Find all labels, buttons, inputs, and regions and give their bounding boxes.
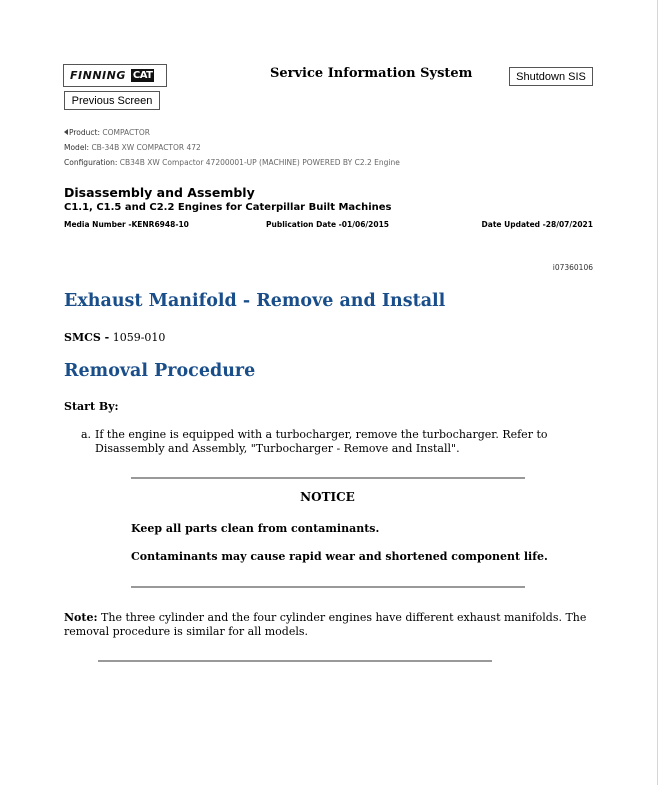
notice-title: NOTICE bbox=[300, 490, 355, 504]
step-text: If the engine is equipped with a turbocharger, remove the turbocharger. Refer to Disassembly and Assembly, "Turbocharger - Remove and Install". bbox=[95, 428, 548, 455]
product-label: Product: bbox=[69, 128, 101, 137]
document-type: Disassembly and Assembly bbox=[64, 185, 255, 200]
note-paragraph bbox=[64, 611, 599, 639]
notice-line-1: Keep all parts clean from contaminants. bbox=[131, 522, 380, 535]
product-value: COMPACTOR bbox=[102, 128, 150, 137]
smcs-label: SMCS - bbox=[64, 331, 110, 344]
date-updated: Date Updated -28/07/2021 bbox=[481, 220, 593, 229]
illustration-id: i07360106 bbox=[552, 263, 593, 272]
back-arrow-icon[interactable] bbox=[64, 129, 68, 135]
note-text: The three cylinder and the four cylinder engines have different exhaust manifolds. The removal procedure is similar for all models. bbox=[64, 611, 587, 638]
shutdown-sis-button[interactable]: Shutdown SIS bbox=[509, 67, 593, 86]
finning-cat-logo bbox=[63, 64, 167, 87]
document-subtitle: C1.1, C1.5 and C2.2 Engines for Caterpillar Built Machines bbox=[64, 202, 392, 213]
note-label: Note: bbox=[64, 611, 98, 624]
smcs-value: 1059-010 bbox=[112, 331, 166, 344]
notice-top-divider bbox=[131, 477, 525, 479]
section-title: Removal Procedure bbox=[64, 361, 256, 381]
configuration-label: Configuration: bbox=[64, 158, 118, 167]
publication-date: Publication Date -01/06/2015 bbox=[266, 220, 390, 229]
product-line bbox=[64, 128, 150, 137]
notice-line-2: Contaminants may cause rapid wear and shortened component life. bbox=[131, 550, 548, 563]
model-label: Model: bbox=[64, 143, 90, 152]
start-by-label: Start By: bbox=[64, 400, 119, 413]
bottom-divider bbox=[98, 660, 492, 662]
smcs-code bbox=[64, 331, 165, 344]
model-value: CB-34B XW COMPACTOR 472 bbox=[91, 143, 201, 152]
notice-bottom-divider bbox=[131, 586, 525, 588]
page-title: Exhaust Manifold - Remove and Install bbox=[64, 291, 446, 311]
app-title: Service Information System bbox=[270, 66, 473, 81]
configuration-value: CB34B XW Compactor 47200001-UP (MACHINE) POWERED BY C2.2 Engine bbox=[119, 158, 400, 167]
previous-screen-button[interactable]: Previous Screen bbox=[64, 91, 160, 110]
logo-text: FINNING bbox=[70, 69, 126, 82]
media-number: Media Number -KENR6948-10 bbox=[64, 220, 189, 229]
model-line bbox=[64, 143, 201, 152]
step-marker: a. bbox=[81, 428, 92, 441]
cat-logo-badge: CAT bbox=[132, 70, 153, 81]
configuration-line bbox=[64, 158, 400, 167]
